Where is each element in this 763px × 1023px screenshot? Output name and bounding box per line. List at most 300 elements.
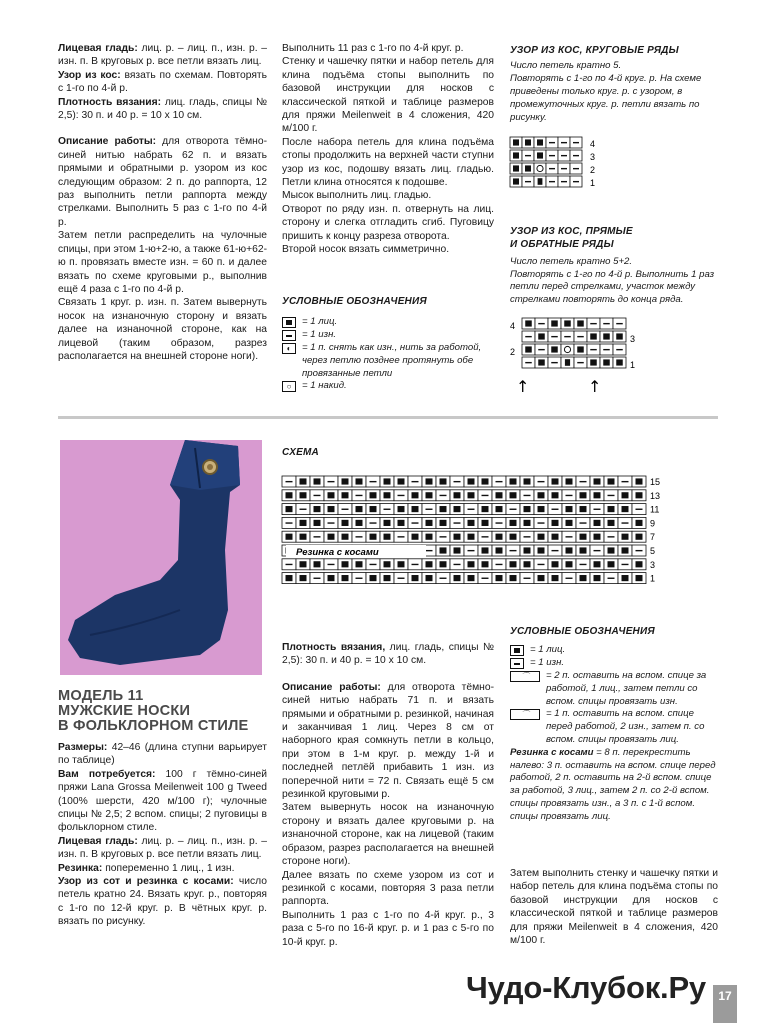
knit-mark: [636, 478, 643, 484]
knit-mark: [580, 492, 587, 498]
purl-mark: [314, 536, 321, 537]
col1-bottom-text: [58, 741, 267, 929]
knit-mark: [342, 492, 349, 498]
knit-mark: [482, 520, 489, 526]
purl-symbol-icon: [510, 658, 524, 669]
para-purl-round: Связать 1 круг. р. изн. п. Затем вывернуть носок на изнаночную сторону и вязать далее на изнаночной стороне, как на лицевой (таким образом, разрез располагается на внешней стороне ноги).: [58, 297, 267, 362]
purl-mark: [496, 564, 503, 565]
knit-mark: [524, 561, 531, 567]
purl-mark: [561, 155, 567, 156]
knit-mark: [622, 492, 629, 498]
knit-mark: [496, 534, 503, 540]
para-cuff: Отворот по ряду изн. п. отвернуть на лиц. сторону и слегка отгладить сгиб. Пуговицу пришить к концу разреза отворота.: [282, 203, 494, 242]
knit-mark: [513, 165, 519, 171]
knit-mark: [468, 575, 475, 581]
knit-mark: [603, 359, 610, 365]
knit-mark: [426, 534, 433, 540]
purl-mark: [286, 522, 293, 523]
para-heel: Стенку и чашечку пятки и набор петель для клина подъёма стопы выполнить по базовой инструкции для носков с классической пяткой и таблице размеров для пряжи Meilenweit в 4 сложения, 420 м/100 г.: [282, 56, 494, 135]
legend2-purl: = 1 изн.: [510, 657, 718, 670]
sock-photo: [60, 440, 262, 675]
knit-mark: [426, 478, 433, 484]
purl-mark: [538, 349, 545, 350]
knit-mark: [384, 561, 391, 567]
knit-mark: [496, 492, 503, 498]
knit-mark: [566, 520, 573, 526]
knit-mark: [342, 478, 349, 484]
flat-chart-svg: [508, 318, 648, 398]
knit-mark: [314, 506, 321, 512]
purl-mark: [538, 522, 545, 523]
knit-mark: [636, 575, 643, 581]
purl-mark: [594, 550, 601, 551]
legend-bottom-title: УСЛОВНЫЕ ОБОЗНАЧЕНИЯ: [510, 626, 655, 637]
para-sizes: Размеры: 42–46 (длина ступни варьирует по таблице): [58, 742, 267, 767]
purl-mark: [590, 349, 597, 350]
knit-mark: [412, 506, 419, 512]
para-materials: Вам потребуется: 100 г тёмно-синей пряжи Lana Grossa Meilenweit 100 g Tweed (100% шерсти, 420 м/100 г); чулочные спицы № 2,5; 2 вспом. спицы; 2 пуговицы в фольклорном стиле.: [58, 768, 267, 834]
knit-mark: [398, 520, 405, 526]
knit-mark: [636, 561, 643, 567]
para-second-sock: Второй носок вязать симметрично.: [282, 244, 450, 256]
purl-mark: [370, 522, 377, 523]
purl-mark: [525, 181, 531, 182]
flat-row-2: 2: [510, 347, 516, 357]
knit-mark: [580, 547, 587, 553]
purl-mark: [603, 349, 610, 350]
legend2-cable-right: ⌒ = 1 п. оставить на вспом. спице перед работой, 2 изн., затем п. со вспом. спицы провязать лиц.: [510, 708, 718, 746]
col1-top-text: [58, 42, 267, 363]
knit-mark: [328, 575, 335, 581]
knit-mark: [342, 534, 349, 540]
purl-mark: [524, 495, 531, 496]
legend-slip: ◐ = 1 п. снять как изн., нить за работой, через петлю позднее протянуть обе провязанные петли: [282, 342, 496, 380]
para-description-2: Описание работы: для отворота тёмно-синей нитью набрать 71 п. и вязать прямыми и обратными р. резинкой, начиная и заканчивая 1 лиц. Через 8 см от наборного края сомкнуть петли в кольцо, при этом в 1-м круг. р. между 1-й и последней петлёй прибавить 1 изн. из поперечной нити = 72 п. Связать ещё 5 см резинкой круговыми р.: [282, 681, 495, 801]
model-title-line3: В ФОЛЬКЛОРНОМ СТИЛЕ: [58, 718, 249, 734]
knit-mark: [412, 575, 419, 581]
scheme-chart: [282, 476, 672, 590]
purl-mark: [636, 509, 643, 510]
legend-purl: = 1 изн.: [282, 329, 496, 342]
para-description: Описание работы: для отворота тёмно-синей нитью набрать 62 п. и вязать прямыми и обратными р. узором из кос следующим образом: 2 п. до раппорта, 12 раз выполнить петли раппорта между стрелками. Выполнить 5 раз с 1-го по 4-й р.: [58, 136, 268, 228]
purl-mark: [636, 550, 643, 551]
knit-mark: [426, 575, 433, 581]
purl-mark: [608, 578, 615, 579]
knit-mark: [328, 492, 335, 498]
purl-mark: [440, 495, 447, 496]
purl-mark: [314, 495, 321, 496]
knit-mark: [525, 139, 531, 145]
knit-mark: [384, 492, 391, 498]
round-row-4: 4: [590, 139, 596, 149]
knit-mark: [525, 320, 532, 326]
para-turn: Затем вывернуть носок на изнаночную сторону и вязать далее круговыми р. на изнаночной стороне, как на лицевой (таким образом, разрез располагается на внешней стороне ноги).: [282, 802, 494, 868]
knit-mark: [538, 333, 545, 339]
cable-right-symbol-icon: ⌒: [510, 709, 540, 720]
sock-illustration: [60, 440, 262, 675]
purl-mark: [525, 155, 531, 156]
purl-mark: [482, 495, 489, 496]
knit-mark: [608, 506, 615, 512]
knit-mark: [552, 492, 559, 498]
cable-left-symbol-icon: ⌒: [510, 671, 540, 682]
round-pattern-line1: Число петель кратно 5.: [510, 60, 622, 72]
purl-mark: [468, 550, 475, 551]
knit-mark: [594, 492, 601, 498]
purl-mark: [286, 564, 293, 565]
knit-mark: [300, 520, 307, 526]
knit-symbol-icon: [510, 645, 524, 656]
knit-mark: [525, 165, 531, 171]
knit-mark: [594, 534, 601, 540]
knit-mark: [440, 561, 447, 567]
purl-mark: [538, 481, 545, 482]
purl-mark: [426, 550, 433, 551]
knit-mark: [513, 152, 519, 158]
knit-mark: [426, 492, 433, 498]
knit-mark: [538, 534, 545, 540]
purl-mark: [594, 509, 601, 510]
section-divider: [58, 416, 718, 419]
knit-mark: [525, 346, 532, 352]
purl-mark: [384, 509, 391, 510]
knit-mark: [482, 561, 489, 567]
purl-mark: [573, 181, 579, 182]
model-title-line1: МОДЕЛЬ 11: [58, 688, 144, 704]
round-row-1: 1: [590, 178, 596, 188]
purl-mark: [440, 578, 447, 579]
legend-top-title: УСЛОВНЫЕ ОБОЗНАЧЕНИЯ: [282, 296, 427, 307]
purl-mark: [440, 536, 447, 537]
purl-mark: [356, 578, 363, 579]
knit-symbol-icon: [282, 317, 296, 328]
knit-mark: [454, 506, 461, 512]
knit-mark: [468, 520, 475, 526]
purl-mark: [549, 181, 555, 182]
knit-mark: [538, 575, 545, 581]
knit-mark: [538, 506, 545, 512]
purl-mark: [300, 509, 307, 510]
purl-mark: [454, 564, 461, 565]
knit-mark: [370, 534, 377, 540]
purl-mark: [328, 564, 335, 565]
flat-pattern-chart: [508, 318, 648, 398]
round-pattern-block: [510, 44, 718, 124]
knit-mark: [370, 492, 377, 498]
scheme-row-number: 15: [650, 477, 661, 487]
purl-symbol-icon: [282, 330, 296, 341]
col2-top-text: [282, 42, 494, 257]
flat-arrow-right-icon: ↑: [588, 377, 602, 396]
para-honeycomb: Узор из сот и резинка с косами: число петель кратно 24. Вязать круг. р., повторяя с 1-го по 12-й круг. р. В чётных круг. р. вязать по рисунку.: [58, 876, 267, 928]
purl-mark: [573, 168, 579, 169]
knit-mark: [524, 506, 531, 512]
purl-mark: [510, 550, 517, 551]
knit-mark: [510, 575, 517, 581]
knit-mark: [577, 346, 584, 352]
knit-mark: [590, 333, 597, 339]
knit-mark: [440, 520, 447, 526]
yarn-over-symbol-icon: ○: [282, 381, 296, 392]
purl-mark: [603, 323, 610, 324]
knit-mark: [454, 547, 461, 553]
knit-mark: [580, 575, 587, 581]
purl-mark: [356, 495, 363, 496]
purl-mark: [524, 578, 531, 579]
purl-mark: [561, 168, 567, 169]
purl-mark: [561, 181, 567, 182]
knit-mark: [384, 520, 391, 526]
knit-mark: [454, 534, 461, 540]
purl-mark: [580, 564, 587, 565]
site-watermark: Чудо-Клубок.Ру: [466, 970, 706, 1005]
flat-pattern-block: [510, 225, 718, 307]
knit-mark: [566, 506, 573, 512]
knit-mark: [510, 561, 517, 567]
purl-mark: [370, 564, 377, 565]
knit-mark: [538, 547, 545, 553]
knit-mark: [342, 520, 349, 526]
flat-pattern-line2: Повторять с 1-го по 4-й р. Выполнить 1 раз петли перед стрелками, участок между стрелками повторять до конца ряда.: [510, 268, 715, 306]
purl-mark: [454, 481, 461, 482]
round-pattern-line2: Повторять с 1-го по 4-й круг. р. На схеме приведены только круг. р. с узором, в промежуточных круг. р. петли вязать по рисунку.: [510, 73, 702, 123]
knit-mark: [454, 575, 461, 581]
scheme-row-number: 5: [650, 546, 656, 556]
legend2-cable-left: ⌒ = 2 п. оставить на вспом. спице за работой, 1 лиц., затем петли со вспом. спицы провязать изн.: [510, 670, 718, 708]
purl-mark: [566, 495, 573, 496]
knit-mark: [552, 534, 559, 540]
knit-mark: [566, 561, 573, 567]
purl-mark: [398, 495, 405, 496]
para-repeat: Выполнить 1 раз с 1-го по 4-й круг. р., 3 раза с 5-го по 16-й круг. р. и 1 раз с 5-го по 10-й круг. р.: [282, 909, 494, 948]
purl-mark: [398, 578, 405, 579]
purl-mark: [573, 155, 579, 156]
purl-mark: [608, 536, 615, 537]
slip-mark: [538, 178, 543, 185]
purl-mark: [538, 323, 545, 324]
knit-mark: [608, 561, 615, 567]
purl-mark: [524, 536, 531, 537]
knit-mark: [426, 520, 433, 526]
purl-mark: [412, 564, 419, 565]
para-gauge-2: Плотность вязания, лиц. гладь, спицы № 2,5): 30 п. и 40 р. = 10 х 10 см.: [282, 642, 495, 667]
purl-mark: [580, 481, 587, 482]
purl-mark: [538, 564, 545, 565]
knit-mark: [300, 575, 307, 581]
knit-mark: [622, 547, 629, 553]
knit-mark: [300, 478, 307, 484]
legend2-rib-cable: Резинка с косами = 8 п. перекрестить налево: 3 п. оставить на вспом. спице перед работой, 2 п. оставить на 2-й вспом. спице за работой, 3 лиц., затем 2 п. со 2-й вспом. спицы провязать изн., а 3 п. с 1-й вспом. спицы провязать лиц.: [510, 746, 716, 822]
model-title-line2: МУЖСКИЕ НОСКИ: [58, 703, 191, 719]
knit-mark: [496, 506, 503, 512]
knit-mark: [286, 534, 293, 540]
knit-mark: [482, 506, 489, 512]
knit-mark: [384, 575, 391, 581]
knit-mark: [538, 359, 545, 365]
purl-mark: [566, 536, 573, 537]
purl-mark: [552, 550, 559, 551]
knit-mark: [356, 506, 363, 512]
knit-mark: [384, 534, 391, 540]
purl-mark: [412, 481, 419, 482]
knit-mark: [608, 520, 615, 526]
purl-mark: [577, 362, 584, 363]
purl-mark: [496, 481, 503, 482]
round-pattern-chart: [510, 137, 610, 189]
knit-mark: [454, 492, 461, 498]
para-scheme: Далее вязать по схеме узором из сот и резинкой с косами, повторяя 3 раза петли раппорта.: [282, 869, 494, 908]
knit-mark: [551, 320, 558, 326]
knit-mark: [468, 492, 475, 498]
scheme-row-number: 3: [650, 559, 656, 570]
knit-mark: [314, 561, 321, 567]
knit-mark: [636, 492, 643, 498]
knit-mark: [398, 561, 405, 567]
purl-mark: [286, 481, 293, 482]
purl-mark: [342, 509, 349, 510]
knit-mark: [622, 534, 629, 540]
scheme-row-number: 7: [650, 532, 656, 543]
purl-mark: [510, 509, 517, 510]
knit-mark: [566, 478, 573, 484]
knit-mark: [594, 561, 601, 567]
para-stockinette-2: Лицевая гладь: лиц. р. – лиц. п., изн. р. – изн. п. В круговых р. все петли вязать лиц.: [58, 835, 267, 861]
scheme-chart-svg: [282, 476, 672, 590]
knit-mark: [314, 520, 321, 526]
flat-arrow-left-icon: ↑: [516, 377, 530, 396]
para-toe: Мысок выполнить лиц. гладью.: [282, 190, 432, 202]
purl-mark: [561, 142, 567, 143]
purl-mark: [370, 481, 377, 482]
purl-mark: [551, 336, 558, 337]
purl-mark: [525, 336, 532, 337]
knit-mark: [468, 534, 475, 540]
knit-mark: [537, 152, 543, 158]
purl-mark: [482, 578, 489, 579]
para-stockinette: Лицевая гладь: лиц. р. – лиц. п., изн. р. – изн. п. В круговых р. все петли вязать лиц.: [58, 43, 267, 68]
purl-mark: [551, 362, 558, 363]
legend-yo: ○ = 1 накид.: [282, 380, 496, 393]
knit-mark: [510, 534, 517, 540]
knit-mark: [594, 520, 601, 526]
knit-mark: [538, 492, 545, 498]
chart-cell: [561, 344, 574, 355]
knit-mark: [580, 506, 587, 512]
purl-mark: [580, 522, 587, 523]
round-chart-svg: [510, 137, 610, 189]
flat-pattern-title-1: УЗОР ИЗ КОС, ПРЯМЫЕ: [510, 226, 633, 237]
para-instep: После набора петель для клина подъёма стопы продолжить на верхней части ступни узор из кос, подошву вязать лиц. гладью. Петли клина относятся к подошве.: [282, 136, 494, 189]
page-number: 17: [713, 985, 737, 1023]
legend-bottom: [510, 625, 718, 824]
knit-mark: [342, 561, 349, 567]
flat-row-4: 4: [510, 321, 516, 331]
knit-mark: [590, 359, 597, 365]
knit-mark: [636, 534, 643, 540]
knit-mark: [440, 547, 447, 553]
knit-mark: [537, 139, 543, 145]
knit-mark: [616, 333, 623, 339]
knit-mark: [552, 575, 559, 581]
knit-mark: [468, 478, 475, 484]
scheme-row-number: 1: [650, 573, 656, 584]
legend-knit: = 1 лиц.: [282, 316, 496, 329]
chart-cell: [534, 163, 546, 174]
purl-mark: [549, 142, 555, 143]
knit-mark: [482, 547, 489, 553]
knit-mark: [510, 492, 517, 498]
para-cable: Узор из кос: вязать по схемам. Повторять с 1-го по 4-й р.: [58, 69, 267, 95]
purl-mark: [356, 536, 363, 537]
knit-mark: [551, 346, 558, 352]
knit-mark: [552, 561, 559, 567]
purl-mark: [552, 509, 559, 510]
purl-mark: [426, 509, 433, 510]
knit-mark: [524, 478, 531, 484]
round-pattern-title: УЗОР ИЗ КОС, КРУГОВЫЕ РЯДЫ: [510, 45, 679, 56]
legend-top: [282, 295, 496, 393]
purl-mark: [328, 522, 335, 523]
knit-mark: [636, 520, 643, 526]
flat-pattern-title-2: И ОБРАТНЫЕ РЯДЫ: [510, 239, 614, 251]
scheme-label: Резинка с косами: [296, 547, 379, 558]
knit-mark: [356, 561, 363, 567]
knit-mark: [300, 534, 307, 540]
knit-mark: [412, 492, 419, 498]
knit-mark: [622, 575, 629, 581]
knit-mark: [496, 547, 503, 553]
knit-mark: [616, 359, 623, 365]
para-rib: Резинка: попеременно 1 лиц., 1 изн.: [58, 862, 235, 874]
purl-mark: [622, 564, 629, 565]
knit-mark: [286, 492, 293, 498]
knit-mark: [566, 547, 573, 553]
knit-mark: [440, 506, 447, 512]
purl-mark: [398, 536, 405, 537]
round-row-3: 3: [590, 152, 596, 162]
col2-bottom-text: [282, 641, 494, 949]
knit-mark: [342, 575, 349, 581]
knit-mark: [580, 534, 587, 540]
knit-mark: [300, 492, 307, 498]
knit-mark: [468, 561, 475, 567]
purl-mark: [454, 522, 461, 523]
para-repeat-11: Выполнить 11 раз с 1-го по 4-й круг. р.: [282, 43, 464, 54]
knit-mark: [513, 139, 519, 145]
knit-mark: [398, 506, 405, 512]
knit-mark: [286, 575, 293, 581]
purl-mark: [549, 168, 555, 169]
knit-mark: [356, 520, 363, 526]
purl-mark: [622, 481, 629, 482]
knit-mark: [440, 478, 447, 484]
knit-mark: [577, 320, 584, 326]
para-distribute: Затем петли распределить на чулочные спицы, при этом 1-ю+2-ю, а также 61-ю+62-ю п. провязать вместе изн. = 60 п. и далее вязать по схеме круговыми р., выполнив ещё 4 раза с 1-го по 4-й р.: [58, 230, 267, 295]
knit-mark: [328, 534, 335, 540]
slip-mark: [565, 359, 570, 366]
scheme-row-number: 9: [650, 518, 656, 529]
purl-mark: [525, 362, 532, 363]
knit-mark: [524, 547, 531, 553]
knit-mark: [608, 547, 615, 553]
round-row-2: 2: [590, 165, 596, 175]
knit-mark: [513, 178, 519, 184]
purl-mark: [566, 578, 573, 579]
knit-mark: [510, 478, 517, 484]
purl-mark: [496, 522, 503, 523]
knit-mark: [426, 561, 433, 567]
knit-mark: [370, 506, 377, 512]
